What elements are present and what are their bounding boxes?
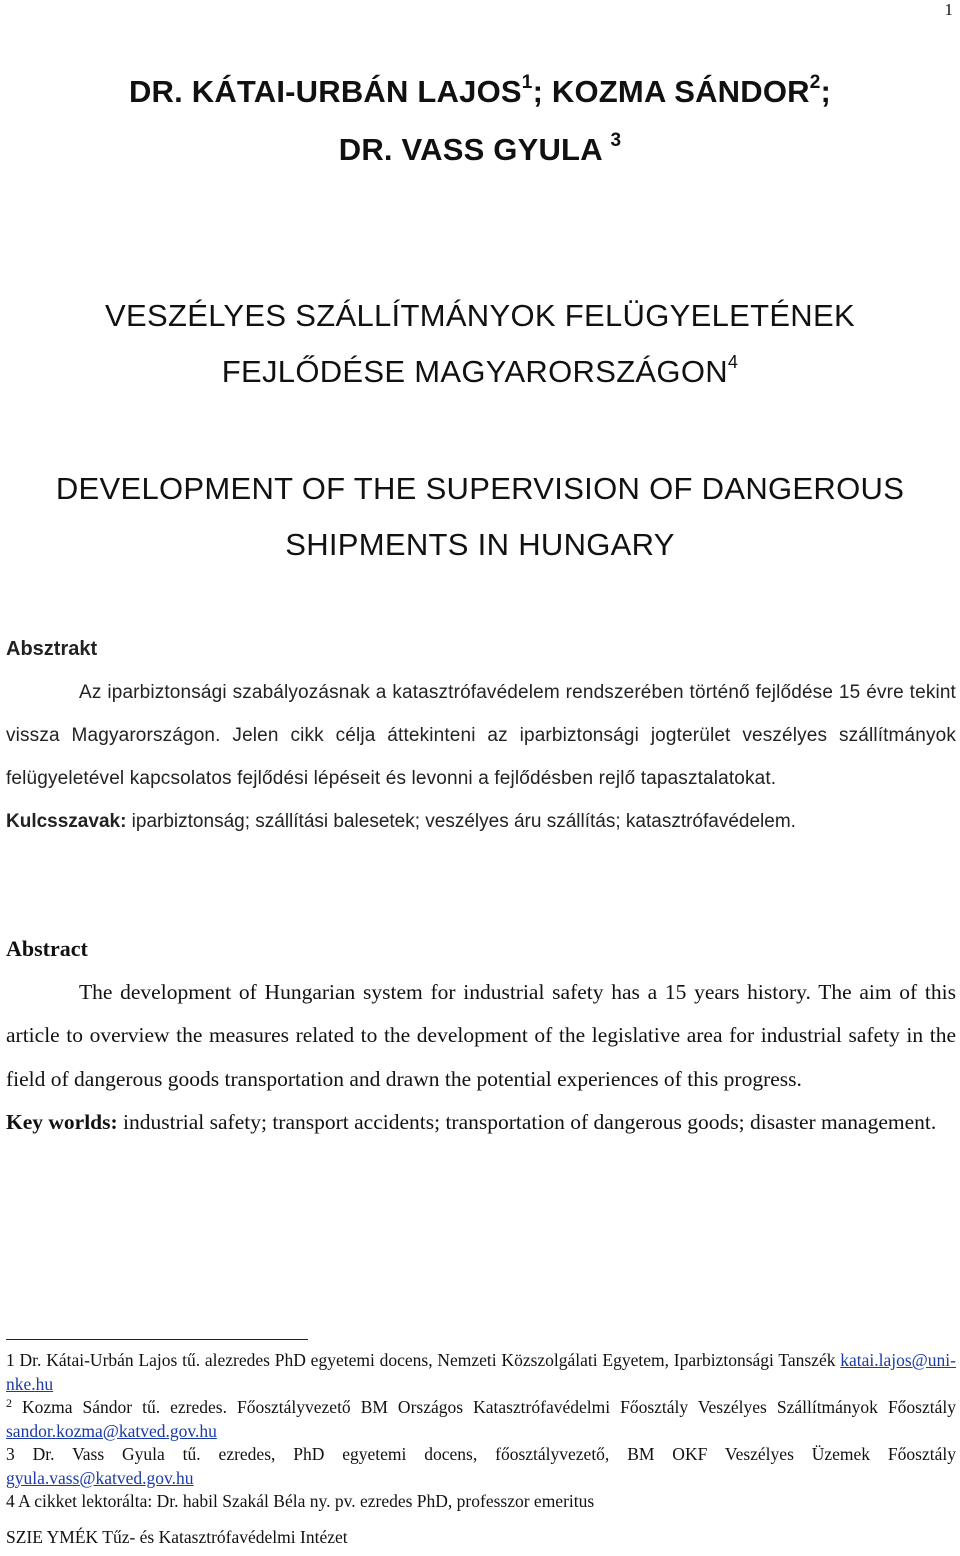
title-en-line-1: DEVELOPMENT OF THE SUPERVISION OF DANGEROUS bbox=[55, 471, 905, 506]
author-3-name: DR. VASS GYULA bbox=[338, 132, 602, 167]
authors-line-1 bbox=[0, 63, 960, 121]
footnote-1-mark: 1 bbox=[6, 1350, 15, 1370]
footnote-1-email-link[interactable]: katai.lajos@uni-nke.hu bbox=[6, 1350, 956, 1394]
title-hu-line-2-text: FEJLŐDÉSE MAGYARORSZÁGON bbox=[221, 354, 728, 389]
footnote-4-mark: 4 bbox=[6, 1491, 15, 1511]
footnote-4 bbox=[6, 1490, 956, 1514]
abstract-en-heading: Abstract bbox=[6, 936, 88, 961]
footnote-2 bbox=[6, 1396, 956, 1443]
footnote-3-text: Dr. Vass Gyula tű. ezredes, PhD egyetemi docens, főosztályvezető, BM OKF Veszélyes Üzemek Főosztály bbox=[14, 1444, 956, 1464]
abstract-en-keywords bbox=[6, 1101, 956, 1145]
abstract-hungarian bbox=[6, 628, 956, 843]
footnote-2-email-link[interactable]: sandor.kozma@katved.gov.hu bbox=[6, 1420, 217, 1441]
author-1-name: DR. KÁTAI-URBÁN LAJOS bbox=[128, 74, 522, 109]
keywords-en-label: Key worlds: bbox=[6, 1110, 118, 1134]
footnote-1-text: Dr. Kátai-Urbán Lajos tű. alezredes PhD egyetemi docens, Nemzeti Közszolgálati Egyetem, Iparbiztonsági Tanszék bbox=[14, 1350, 841, 1370]
author-2-name: ; KOZMA SÁNDOR bbox=[532, 74, 810, 109]
footnote-1 bbox=[6, 1349, 956, 1396]
author-separator: ; bbox=[820, 74, 832, 109]
page-number: 1 bbox=[944, 0, 953, 19]
footnote-3-mark: 3 bbox=[6, 1444, 15, 1464]
title-hu-line-1: VESZÉLYES SZÁLLÍTMÁNYOK FELÜGYELETÉNEK bbox=[105, 298, 855, 333]
footnote-4-text: A cikket lektorálta: Dr. habil Szakál Béla ny. pv. ezredes PhD, professzor emeritus bbox=[14, 1491, 595, 1511]
footnote-2-mark: 2 bbox=[6, 1396, 12, 1410]
abstract-hu-heading: Absztrakt bbox=[6, 638, 98, 660]
title-en-line-2: SHIPMENTS IN HUNGARY bbox=[285, 527, 675, 562]
footnote-ref-4[interactable]: 4 bbox=[727, 352, 739, 372]
footnote-3 bbox=[6, 1443, 956, 1490]
authors-block bbox=[0, 63, 960, 179]
abstract-english bbox=[6, 927, 956, 1145]
footnotes bbox=[6, 1349, 956, 1514]
footnote-3-email-link[interactable]: gyula.vass@katved.gov.hu bbox=[6, 1467, 194, 1488]
abstract-en-body: The development of Hungarian system for industrial safety has a 15 years history. The aim of this article to overview the measures related to the development of the legislative area for industrial safety in the field of dangerous goods transportation and drawn the potential experiences of this progress. bbox=[6, 979, 956, 1091]
footnote-separator bbox=[6, 1339, 308, 1340]
keywords-hu-label: Kulcsszavak: bbox=[6, 811, 127, 832]
abstract-hu-body: Az iparbiztonsági szabályozásnak a katasztrófavédelem rendszerében történő fejlődése 15 évre tekint vissza Magyarországon. Jelen cikk célja áttekinteni az iparbiztonsági jogterület veszélyes szállítmányok felügyeletével kapcsolatos fejlődési lépéseit és levonni a fejlődésben rejlő tapasztalatokat. bbox=[6, 682, 956, 789]
authors-line-2 bbox=[0, 121, 960, 179]
title-hu-line-2 bbox=[0, 344, 960, 400]
keywords-en-text: industrial safety; transport accidents; transportation of dangerous goods; disaster management. bbox=[117, 1110, 937, 1134]
title-hungarian bbox=[0, 288, 960, 400]
page-footer: SZIE YMÉK Tűz- és Katasztrófavédelmi Intézet bbox=[6, 1527, 348, 1547]
keywords-hu-text: iparbiztonság; szállítási balesetek; veszélyes áru szállítás; katasztrófavédelem. bbox=[126, 811, 796, 832]
footnote-ref-2[interactable]: 2 bbox=[809, 72, 821, 93]
abstract-hu-keywords bbox=[6, 800, 956, 843]
title-english bbox=[0, 461, 960, 573]
footnote-2-text: Kozma Sándor tű. ezredes. Főosztályvezető BM Országos Katasztrófavédelmi Főosztály Veszélyes Szállítmányok Főosztály bbox=[12, 1397, 956, 1417]
footnote-ref-3[interactable]: 3 bbox=[610, 130, 622, 151]
footnote-ref-1[interactable]: 1 bbox=[521, 72, 533, 93]
